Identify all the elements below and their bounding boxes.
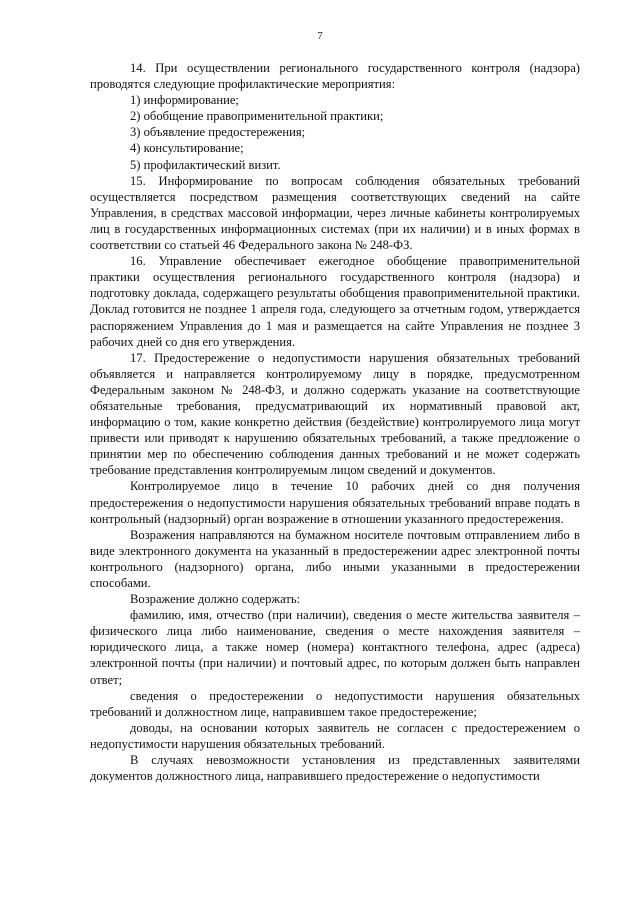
page-number: 7	[317, 30, 323, 42]
list-item: 4) консультирование;	[130, 141, 244, 156]
list-item: 5) профилактический визит.	[130, 157, 281, 172]
paragraph-arguments: доводы, на основании которых заявитель не согласен с предостережением о недопустимости нарушения обязательных требований.	[90, 720, 580, 751]
list-item: 1) информирование;	[130, 93, 239, 108]
paragraph-objection-delivery: Возражения направляются на бумажном носителе почтовым отправлением либо в виде электронного документа на указанный в предостережении адрес электронной почты контрольного (надзорного) органа, либо иными указанными в предостережении способами.	[90, 527, 580, 590]
paragraph-14: 14. При осуществлении регионального государственного контроля (надзора) проводятся следующие профилактические мероприятия:	[90, 61, 580, 92]
paragraph-warning-details: сведения о предостережении о недопустимости нарушения обязательных требований и должностном лице, направившем такое предостережение;	[90, 688, 580, 719]
list-item: 2) обобщение правоприменительной практики;	[130, 109, 384, 124]
paragraph-applicant-details: фамилию, имя, отчество (при наличии), сведения о месте жительства заявителя – физического лица либо наименование, сведения о месте нахождения заявителя – юридического лица, а также номер (номера) контактного телефона, адрес (адреса) электронной почты (при наличии) и почтовый адрес, по которым должен быть направлен ответ;	[90, 608, 580, 687]
paragraph-17: 17. Предостережение о недопустимости нарушения обязательных требований объявляется и направляется контролируемому лицу в порядке, предусмотренном Федеральным законом № 248-ФЗ, и должно содержать указание на соответствующие обязательные требования, предусматривающий их нормативный правовой акт, информацию о том, какие конкретно действия (бездействие) контролируемого лица могут привести или приводят к нарушению обязательных требований, а также предложение о принятии мер по обеспечению соблюдения данных требований и не может содержать требование представления контролируемым лицом сведений и документов.	[90, 350, 580, 478]
paragraph-cases: В случаях невозможности установления из представленных заявителями документов должностного лица, направившего предостережение о недопустимости	[90, 753, 580, 784]
paragraph-15: 15. Информирование по вопросам соблюдения обязательных требований осуществляется посредством размещения соответствующих сведений на сайте Управления, в средствах массовой информации, через личные кабинеты контролируемых лиц в государственных информационных системах (при их наличии) и в иных формах в соответствии со статьей 46 Федерального закона № 248-ФЗ.	[90, 173, 580, 253]
paragraph-16: 16. Управление обеспечивает ежегодное обобщение правоприменительной практики осуществления регионального государственного контроля (надзора) и подготовку доклада, содержащего результаты обобщения правоприменительной практики. Доклад готовится не позднее 1 апреля года, следующего за отчетным годом, утверждается распоряжением Управления до 1 мая и размещается на сайте Управления не позднее 3 рабочих дней со дня его утверждения.	[90, 254, 580, 349]
list-item: 3) объявление предостережения;	[130, 125, 306, 140]
document-body	[90, 60, 580, 784]
paragraph-objection-right: Контролируемое лицо в течение 10 рабочих дней со дня получения предостережения о недопустимости нарушения обязательных требований вправе подать в контрольный (надзорный) орган возражение в отношении указанного предостережения.	[90, 479, 580, 526]
paragraph-objection-contents: Возражение должно содержать:	[130, 592, 301, 607]
